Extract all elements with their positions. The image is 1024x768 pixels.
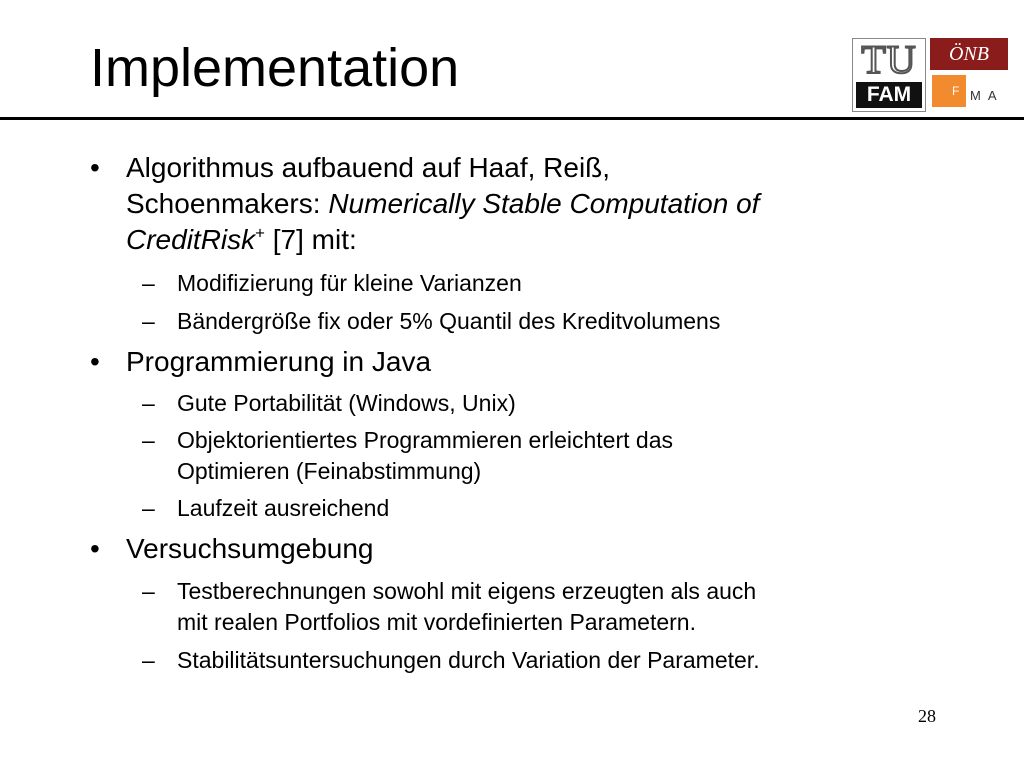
- bullet-marker: •: [90, 152, 100, 183]
- bullet-marker: •: [90, 346, 100, 377]
- sub-bullet-line: Optimieren (Feinabstimmung): [177, 458, 482, 484]
- tu-fam-logo: [852, 38, 926, 112]
- fam-logo-text: FAM: [856, 82, 922, 108]
- bullet-text: Versuchsumgebung: [126, 533, 374, 564]
- sub-bullet-text: [177, 576, 937, 638]
- sub-bullet-text: Laufzeit ausreichend: [177, 495, 390, 521]
- sub-bullet-text: [177, 425, 937, 487]
- dash-marker: –: [142, 427, 155, 453]
- dash-marker: –: [142, 390, 155, 416]
- sub-bullet-text: Gute Portabilität (Windows, Unix): [177, 390, 516, 416]
- bullet-text: Programmierung in Java: [126, 346, 432, 377]
- sub-bullet-text: Modifizierung für kleine Varianzen: [177, 270, 522, 296]
- fma-logo-square: [932, 75, 966, 107]
- bullet-line-suffix: [7] mit:: [264, 224, 357, 255]
- dash-marker: –: [142, 495, 155, 521]
- bullet-line: [126, 186, 926, 222]
- bullet-line: [126, 222, 926, 258]
- paper-title-part: CreditRisk: [126, 224, 256, 255]
- tu-logo-text: TU: [861, 37, 917, 82]
- bullet-line: Algorithmus aufbauend auf Haaf, Reiß,: [126, 152, 611, 183]
- sub-bullet-text: Bändergröße fix oder 5% Quantil des Kreditvolumens: [177, 308, 721, 334]
- superscript-plus: +: [255, 223, 265, 243]
- title-divider: [0, 117, 1024, 120]
- onb-logo: ÖNB: [930, 38, 1008, 70]
- sub-bullet-line: Testberechnungen sowohl mit eigens erzeugten als auch: [177, 578, 757, 604]
- logo-group: [852, 38, 1008, 112]
- dash-marker: –: [142, 308, 155, 334]
- sub-bullet-line: mit realen Portfolios mit vordefinierten Parametern.: [177, 609, 696, 635]
- dash-marker: –: [142, 647, 155, 673]
- sub-bullet-line: Objektorientiertes Programmieren erleichtert das: [177, 427, 673, 453]
- fma-logo-text: MA: [970, 88, 1004, 103]
- dash-marker: –: [142, 270, 155, 296]
- bullet-text: [126, 150, 926, 258]
- bullet-marker: •: [90, 533, 100, 564]
- bullet-line-prefix: Schoenmakers:: [126, 188, 329, 219]
- page-number: 28: [918, 706, 936, 726]
- sub-bullet-text: Stabilitätsuntersuchungen durch Variation der Parameter.: [177, 647, 760, 673]
- paper-title-part: Numerically Stable Computation of: [328, 188, 760, 219]
- dash-marker: –: [142, 578, 155, 604]
- fma-logo-letter: F: [952, 84, 960, 98]
- slide-title: Implementation: [90, 38, 460, 98]
